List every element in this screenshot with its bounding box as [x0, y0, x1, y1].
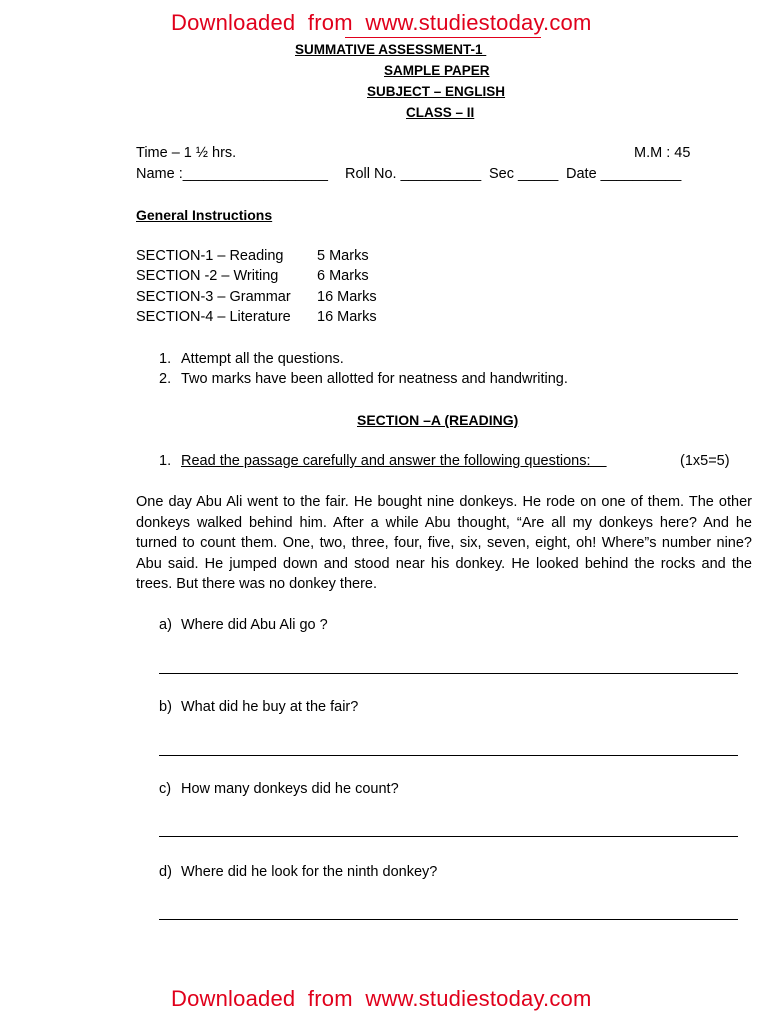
class-title: CLASS – II: [406, 105, 475, 120]
sub-question-text: Where did he look for the ninth donkey?: [181, 864, 438, 880]
instructions-heading: General Instructions: [136, 207, 273, 223]
date-field: Date __________: [566, 166, 682, 182]
sub-question-text: What did he buy at the fair?: [181, 699, 359, 715]
answer-line[interactable]: [159, 755, 738, 756]
sub-question-label: b): [159, 699, 172, 715]
instruction-number: 1.: [159, 351, 172, 367]
exam-title: SUMMATIVE ASSESSMENT-1: [295, 42, 487, 57]
instruction-number: 2.: [159, 371, 172, 387]
question-marks: (1x5=5): [680, 453, 730, 469]
section-row: SECTION-1 – Reading: [136, 248, 284, 264]
section-field: Sec _____: [489, 166, 559, 182]
sub-question-label: d): [159, 864, 172, 880]
section-row: SECTION-4 – Literature: [136, 309, 291, 325]
paper-type: SAMPLE PAPER: [384, 63, 490, 78]
section-marks: 5 Marks: [317, 248, 369, 264]
section-row: SECTION -2 – Writing: [136, 268, 279, 284]
instruction-text: Two marks have been allotted for neatness and handwriting.: [181, 371, 568, 387]
banner-link-underline: [345, 37, 541, 38]
max-marks-label: M.M : 45: [634, 145, 691, 161]
sub-question-text: Where did Abu Ali go ?: [181, 617, 328, 633]
reading-passage: One day Abu Ali went to the fair. He bought nine donkeys. He rode on one of them. The other donkeys walked behind him. After a while Abu thought, “Are all my donkeys here? And he turned to count them. One, two, three, four, five, six, seven, eight, oh! Where”s number nine? Abu said. He jumped down and stood near his donkey. He looked behind the rocks and the trees. But there was no donkey there.: [136, 494, 752, 592]
download-banner-top[interactable]: Downloaded from www.studiestoday.com: [171, 10, 592, 35]
answer-line[interactable]: [159, 836, 738, 837]
section-row: SECTION-3 – Grammar: [136, 289, 291, 305]
name-field: Name :__________________: [136, 166, 328, 182]
subject-title: SUBJECT – ENGLISH: [367, 84, 506, 99]
instruction-text: Attempt all the questions.: [181, 351, 344, 367]
download-banner-bottom[interactable]: Downloaded from www.studiestoday.com: [171, 986, 592, 1011]
sub-question-label: c): [159, 781, 172, 797]
answer-line[interactable]: [159, 673, 738, 674]
question-instruction: Read the passage carefully and answer the following questions:: [181, 453, 607, 469]
section-marks: 16 Marks: [317, 309, 377, 325]
section-marks: 16 Marks: [317, 289, 377, 305]
section-a-heading: SECTION –A (READING): [357, 412, 519, 428]
time-label: Time – 1 ½ hrs.: [136, 145, 237, 161]
answer-line[interactable]: [159, 919, 738, 920]
sub-question-label: a): [159, 617, 172, 633]
section-marks: 6 Marks: [317, 268, 369, 284]
sub-question-text: How many donkeys did he count?: [181, 781, 399, 797]
roll-field: Roll No. __________: [345, 166, 482, 182]
question-number: 1.: [159, 453, 172, 469]
